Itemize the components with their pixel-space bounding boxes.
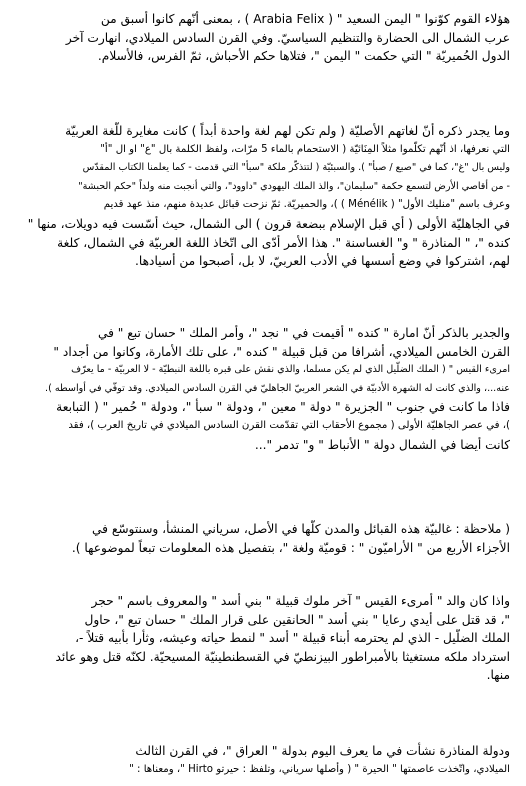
text-line: التي نعرفها، اذ أنّهم تكلّموا مثلاً المِنَائيّة ( الاستحمام بالماء 5 مرّات، ولفظ الكلمة بال "ع" او ال "أ" <box>100 143 510 155</box>
paragraph-languages <box>16 122 510 271</box>
text-line: ودولة المناذرة نشأت في ما يعرف اليوم بدولة " العراق "، في القرن الثالث <box>135 744 510 758</box>
paragraph-note <box>16 520 510 557</box>
text-line: "، قد قتل على أيدي رعايا " بني أسد " الحانقين على قرار الملك " حسان تبع "، حاول <box>84 612 510 627</box>
text-line: هؤلاء القوم كوّنوا " اليمن السعيد " ( Arabia Felix ) ، بمعنى أنّهم كانوا أسبق من <box>100 12 510 26</box>
text-line: استرداد ملكه مستغيثا بالأمبراطور البيزنطيّ في القسطنطينيّة المسيحيّة. لكنّه قتل وهو عائد <box>55 649 510 664</box>
text-line: كنده "، " المناذرة " و" الغساسنة ". هذا الأمر أدّى الى اتّخاذ اللغة العربيّة في الشمال، كلغة <box>57 235 510 250</box>
text-line: وما يجدر ذكره أنّ لغاتهم الأصليّة ( ولم تكن لهم لغة واحدة أبداً ) كانت مغايرة للّغة العربيّة <box>65 124 510 138</box>
text-line: وعرف باسم "منليك الأول" ( Ménélik ) )، والحميريّة. ثمّ نزحت قبائل عديدة منهم، منذ عهد قديم <box>103 199 510 211</box>
text-line: في الجاهليّة الأولى ( أي قبل الإسلام ببضعة قرون ) الى الشمال، حيث أسّست فيه دويلات، منها " <box>27 216 510 231</box>
text-line: واذا كان والد " أمرىء القيس " آخر ملوك قبيلة " بني أسد " والمعروف باسم " حجر <box>91 594 510 608</box>
paragraph-kinda <box>16 324 510 454</box>
text-line: امرىء القيس " ( الملك الضلّيل الذي لم يكن مسلما، والذي نقش على قبره باللغة النبطيّة - لا العربيّة - ما يعرّف <box>71 364 510 376</box>
text-line: الدول الحُميريّة " التي حكمت " اليمن "، فتلاها حكم الأحباش، ثمّ الفرس، فالأسلام. <box>97 49 510 64</box>
paragraph-imru-al-qais <box>16 592 510 685</box>
paragraph-manadhira <box>16 742 510 779</box>
text-line: الأجزاء الأربع من " الأراميّون " : قوميّة ولغة "، بتفصيل هذه المعلومات تبعاً لموضوعها ). <box>71 540 510 555</box>
text-line: ( ملاحظة : غالبيّة هذه القبائل والمدن كلّها في الأصل، سرياني المنشأ، وسنتوسّع في <box>91 522 510 536</box>
text-line: الملك الضلّيل - الذي لم يحترمه أبناء قبيلة " أسد " لنمط حياته وعيشه، وثأرا بأبيه قتلاً -، <box>75 631 510 646</box>
text-line: كانت أيضا في الشمال دولة " الأنباط " و" تدمر "... <box>254 437 510 452</box>
text-line: وليس بال "غ"، كما في "صبع / صبأ" ). والسبئيّة ( لتتذكّر ملكة "سبأ" التي قدمت - كما يعلمنا الكتاب المقدّس <box>82 162 510 174</box>
text-line: الميلادي، واتّخذت عاصمتها " الحيرة " ( وأصلها سرياني، وتلفظ : حيرتو Hirto "، ومعناها : " <box>129 763 510 775</box>
text-line: عنه...، والذي كانت له الشهرة الأدبيّة في الشعر العربيّ الجاهليّ في القرن السادس الميلادي. وقد توفّي في أواسطه ). <box>45 382 510 394</box>
paragraph-yemen <box>16 10 510 66</box>
text-line: عرب الشمال الى الحضارة والتنظيم السياسيّ. وفي القرن السادس الميلادي، انهارت آخر <box>65 30 510 45</box>
text-line: منها. <box>486 668 510 683</box>
text-line: القرن الخامس الميلادي، أشرافا من قبل قبيلة " كنده "، على تلك الأمارة، وكانوا من أجداد " <box>53 344 510 359</box>
text-line: )، في عصر الجاهليّة الأولى ( مجموع الأحقاب التي تقدّمت القرن السادس الميلادي في تاريخ العرب )، فقد <box>68 419 510 431</box>
text-line: فاذا ما كانت في جنوب " الجزيرة " دولة " معين "، ودولة " سبأ "، ودولة " حُمير " ( التبابعة <box>56 400 510 415</box>
text-line: والجدير بالذكر أنّ امارة " كنده " أقيمت في " نجد "، وأمر الملك " حسان تبع " في <box>97 326 510 340</box>
text-line: - من أقاصي الأرض لتسمع حكمة "سليمان"، والذ الملك اليهودي "داوود"، والتي أنجبت منه ولداً "حكم الحبشة" <box>78 180 510 192</box>
text-line: لهم، اشتركوا في وضع أسسها في الأدب العربيّ، لا بل، أصبحوا من أسيادها. <box>135 254 510 269</box>
